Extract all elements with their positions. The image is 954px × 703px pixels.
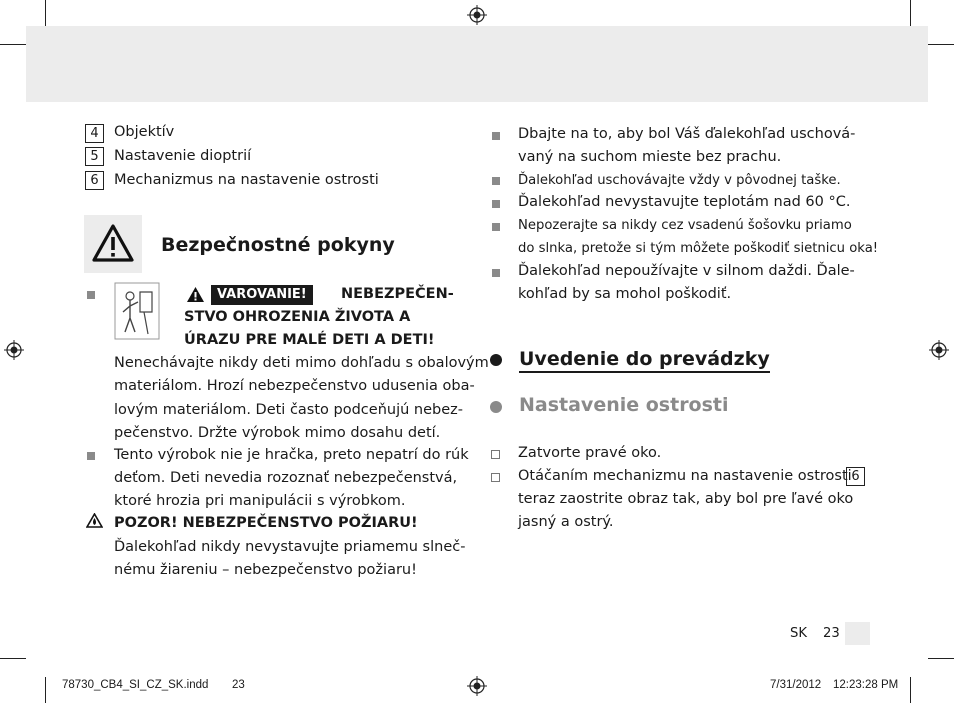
registration-mark-icon (929, 340, 949, 360)
step-text: Otáčaním mechanizmu na nastavenie ostrosti (518, 468, 852, 484)
crop-mark (0, 44, 26, 45)
step-text: Zatvorte pravé oko. (518, 445, 662, 461)
warning-line: ÚRAZU PRE MALÉ DETI A DETI! (184, 332, 435, 348)
crop-mark (910, 0, 911, 26)
bullet-square (492, 223, 500, 231)
section-dot (490, 354, 502, 366)
child-text-line: lovým materiálom. Deti často podceňujú nebez- (114, 402, 463, 418)
bullet-line: Ďalekohľad nevystavujte teplotám nad 60 °C. (518, 194, 851, 210)
part-label: Objektív (114, 124, 175, 140)
step-text: teraz zaostrite obraz tak, aby bol pre ľavé oko (518, 491, 854, 507)
section-heading-focus: Nastavenie ostrosti (519, 394, 729, 416)
bullet-square (87, 291, 95, 299)
step-checkbox (491, 473, 500, 482)
warning-tag: VAROVANIE! (211, 285, 313, 305)
bullet-line: Ďalekohľad uschovávajte vždy v pôvodnej taške. (518, 173, 841, 188)
page-number: 23 (823, 626, 840, 641)
warning-line: STVO OHROZENIA ŽIVOTA A (184, 309, 411, 325)
toy-text-line: deťom. Deti nevedia rozoznať nebezpečenstvá, (114, 470, 458, 486)
part-number-box: 6 (85, 171, 104, 190)
registration-mark-icon (467, 676, 487, 696)
crop-mark (910, 677, 911, 703)
part-label: Nastavenie dioptrií (114, 148, 252, 164)
warning-line: NEBEZPEČEN- (341, 286, 454, 302)
warning-triangle-box (84, 215, 142, 273)
page-tab (845, 622, 870, 645)
section-dot (490, 401, 502, 413)
part-reference-box: 6 (846, 467, 865, 486)
fire-heading: POZOR! NEBEZPEČENSTVO POŽIARU! (114, 515, 418, 531)
fire-text-line: nému žiareniu – nebezpečenstvo požiaru! (114, 562, 417, 578)
part-number-box: 4 (85, 124, 104, 143)
crop-mark (0, 658, 26, 659)
step-checkbox (491, 450, 500, 459)
safety-heading: Bezpečnostné pokyny (161, 234, 395, 256)
warning-small-icon (186, 286, 205, 303)
slug-date: 7/31/2012 (770, 679, 822, 691)
bullet-line: vaný na suchom mieste bez prachu. (518, 149, 782, 165)
bullet-line: Dbajte na to, aby bol Váš ďalekohľad uschová- (518, 126, 856, 142)
crop-mark (45, 677, 46, 703)
fire-text-line: Ďalekohľad nikdy nevystavujte priamemu slneč- (114, 539, 466, 555)
child-text-line: Nenechávajte nikdy deti mimo dohľadu s obalovým (114, 355, 489, 371)
bullet-line: Nepozerajte sa nikdy cez vsadenú šošovku priamo (518, 218, 852, 233)
registration-mark-icon (4, 340, 24, 360)
crop-mark (45, 0, 46, 26)
toy-text-line: Tento výrobok nie je hračka, preto nepatrí do rúk (114, 447, 469, 463)
crop-mark (928, 658, 954, 659)
toy-text-line: ktoré hrozia pri manipulácii s výrobkom. (114, 493, 406, 509)
bullet-square (492, 132, 500, 140)
section-heading-operation: Uvedenie do prevádzky (519, 347, 770, 373)
registration-mark-icon (467, 5, 487, 25)
header-band (26, 26, 928, 102)
slug-time: 12:23:28 PM (833, 679, 899, 691)
child-text-line: materiálom. Hrozí nebezpečenstvo udusenia oba- (114, 378, 475, 394)
part-number-box: 5 (85, 147, 104, 166)
bullet-square (492, 200, 500, 208)
warning-triangle-icon (84, 215, 142, 273)
part-label: Mechanizmus na nastavenie ostrosti (114, 172, 379, 188)
bullet-square (87, 452, 95, 460)
bullet-line: Ďalekohľad nepoužívajte v silnom daždi. Ďale- (518, 263, 855, 279)
bullet-square (492, 177, 500, 185)
slug-page: 23 (232, 679, 245, 691)
child-hazard-icon (114, 282, 160, 340)
bullet-square (492, 269, 500, 277)
crop-mark (928, 44, 954, 45)
bullet-line: do slnka, pretože si tým môžete poškodiť sietnicu oka! (518, 241, 879, 256)
bullet-line: kohľad by sa mohol poškodiť. (518, 286, 732, 302)
slug-filename: 78730_CB4_SI_CZ_SK.indd (62, 679, 209, 691)
page-language: SK (790, 626, 808, 641)
child-text-line: pečenstvo. Držte výrobok mimo dosahu detí. (114, 425, 441, 441)
fire-warning-icon (86, 513, 103, 528)
step-text: jasný a ostrý. (518, 514, 614, 530)
